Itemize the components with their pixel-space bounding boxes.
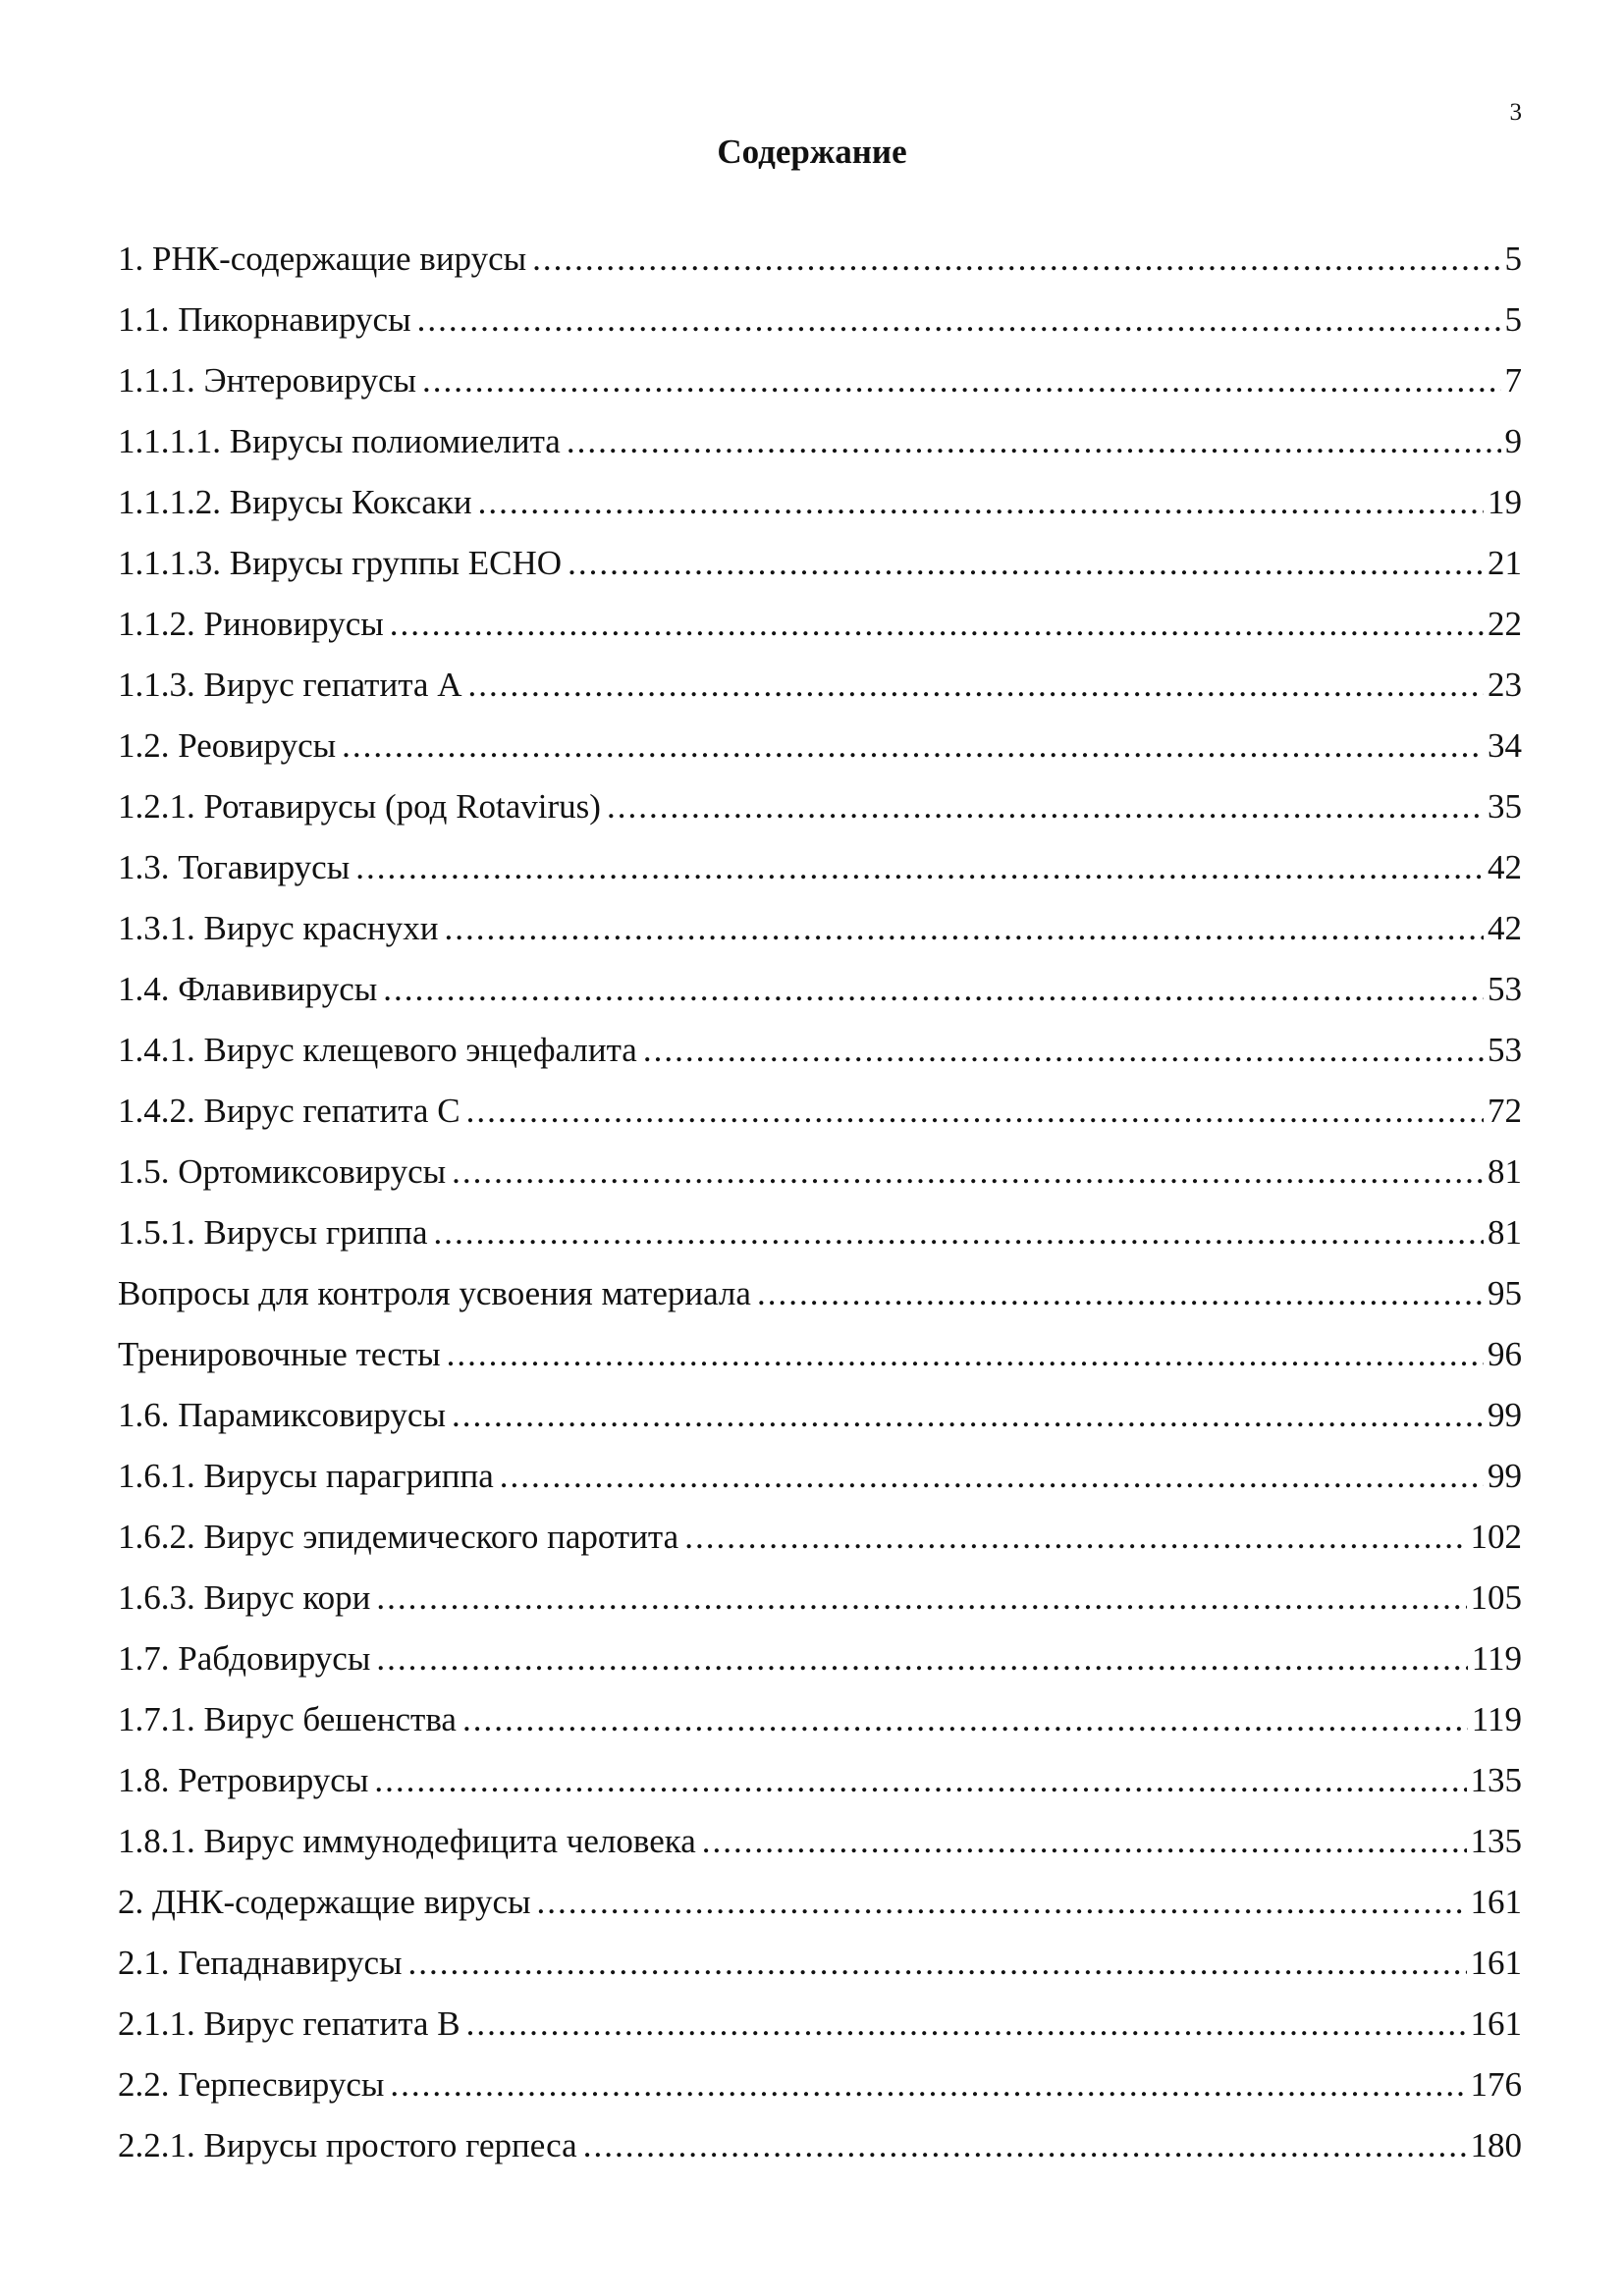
toc-entry[interactable]: [118, 533, 1522, 594]
toc-dot-leader: [568, 533, 1484, 594]
toc-entry[interactable]: [118, 898, 1522, 959]
toc-entry-label: 1.1.2. Риновирусы: [118, 605, 384, 643]
toc-entry[interactable]: [118, 1446, 1522, 1507]
toc-entry-page: 81: [1488, 1152, 1522, 1191]
toc-entry[interactable]: [118, 1811, 1522, 1872]
toc-entry-page: 34: [1488, 726, 1522, 765]
toc-entry-label: 1.3.1. Вирус краснухи: [118, 909, 439, 947]
toc-entry[interactable]: [118, 290, 1522, 350]
toc-entry-page: 176: [1470, 2065, 1522, 2104]
toc-entry[interactable]: [118, 1750, 1522, 1811]
toc-entry-label: 1.6.1. Вирусы парагриппа: [118, 1457, 494, 1495]
toc-entry[interactable]: [118, 1081, 1522, 1142]
toc-entry-label: 1.8.1. Вирус иммунодефицита человека: [118, 1822, 696, 1860]
toc-entry[interactable]: [118, 1994, 1522, 2055]
toc-entry-label: 2.2.1. Вирусы простого герпеса: [118, 2126, 577, 2164]
toc-entry-label: 2.2. Герпесвирусы: [118, 2065, 385, 2104]
toc-entry-label: 1.7.1. Вирус бешенства: [118, 1700, 457, 1738]
toc-entry-page: 96: [1488, 1335, 1522, 1373]
toc-entry-label: 1. РНК-содержащие вирусы: [118, 240, 527, 278]
toc-entry-page: 81: [1488, 1213, 1522, 1252]
toc-entry[interactable]: [118, 716, 1522, 776]
toc-dot-leader: [342, 716, 1484, 776]
toc-dot-leader: [417, 290, 1501, 350]
toc-entry-label: 1.6. Парамиксовирусы: [118, 1396, 446, 1434]
toc-entry-label: 1.6.3. Вирус кори: [118, 1578, 371, 1617]
toc-entry-page: 135: [1470, 1761, 1522, 1799]
toc-entry-label: 1.3. Тогавирусы: [118, 848, 351, 886]
toc-dot-leader: [390, 594, 1484, 655]
toc-entry[interactable]: [118, 959, 1522, 1020]
toc-entry-page: 95: [1488, 1274, 1522, 1312]
toc-dot-leader: [757, 1263, 1484, 1324]
toc-entry-page: 105: [1470, 1578, 1522, 1617]
toc-entry[interactable]: [118, 776, 1522, 837]
toc-dot-leader: [702, 1811, 1467, 1872]
toc-dot-leader: [355, 837, 1484, 898]
toc-entry-label: 2.1.1. Вирус гепатита В: [118, 2004, 460, 2043]
toc-entry-label: 1.2. Реовирусы: [118, 726, 337, 765]
toc-entry[interactable]: [118, 594, 1522, 655]
toc-entry-label: 1.1.3. Вирус гепатита А: [118, 666, 462, 704]
toc-entry-page: 102: [1470, 1518, 1522, 1556]
toc-entry-page: 161: [1470, 2004, 1522, 2043]
toc-entry[interactable]: [118, 1629, 1522, 1689]
toc-entry-page: 161: [1470, 1883, 1522, 1921]
toc-dot-leader: [607, 776, 1484, 837]
toc-entry[interactable]: [118, 1568, 1522, 1629]
toc-entry-page: 5: [1504, 300, 1522, 339]
toc-entry-label: 1.5.1. Вирусы гриппа: [118, 1213, 428, 1252]
toc-entry-page: 135: [1470, 1822, 1522, 1860]
toc-entry-page: 23: [1488, 666, 1522, 704]
toc-entry-label: 1.8. Ретровирусы: [118, 1761, 369, 1799]
toc-dot-leader: [383, 959, 1484, 1020]
toc-dot-leader: [408, 1933, 1467, 1994]
toc-dot-leader: [500, 1446, 1484, 1507]
toc-dot-leader: [452, 1142, 1484, 1202]
toc-entry-label: 1.7. Рабдовирусы: [118, 1639, 371, 1678]
toc-dot-leader: [684, 1507, 1466, 1568]
toc-dot-leader: [374, 1750, 1466, 1811]
toc-dot-leader: [434, 1202, 1485, 1263]
toc-entry[interactable]: [118, 411, 1522, 472]
toc-entry-label: 1.1.1.1. Вирусы полиомиелита: [118, 422, 561, 460]
toc-entry-page: 22: [1488, 605, 1522, 643]
toc-entry[interactable]: [118, 1324, 1522, 1385]
toc-entry-page: 7: [1504, 361, 1522, 400]
toc-entry-page: 119: [1471, 1700, 1522, 1738]
toc-entry-page: 19: [1488, 483, 1522, 521]
toc-entry-page: 42: [1488, 848, 1522, 886]
toc-entry-label: 1.4.2. Вирус гепатита С: [118, 1092, 460, 1130]
toc-dot-leader: [643, 1020, 1484, 1081]
toc-entry[interactable]: [118, 2115, 1522, 2176]
toc-entry[interactable]: [118, 837, 1522, 898]
toc-entry[interactable]: [118, 1507, 1522, 1568]
toc-entry[interactable]: [118, 655, 1522, 716]
page-number: 3: [1509, 99, 1522, 126]
toc-entry-page: 21: [1488, 544, 1522, 582]
toc-dot-leader: [447, 1324, 1484, 1385]
toc-entry[interactable]: [118, 2055, 1522, 2115]
toc-dot-leader: [466, 1994, 1467, 2055]
toc-entry-label: 1.4.1. Вирус клещевого энцефалита: [118, 1031, 637, 1069]
toc-entry[interactable]: [118, 1689, 1522, 1750]
toc-entry[interactable]: [118, 1263, 1522, 1324]
toc-entry-label: 1.1. Пикорнавирусы: [118, 300, 411, 339]
toc-entry-label: Тренировочные тесты: [118, 1335, 441, 1373]
toc-dot-leader: [567, 411, 1501, 472]
toc-entry[interactable]: [118, 1020, 1522, 1081]
toc-entry-label: 1.1.1. Энтеровирусы: [118, 361, 417, 400]
toc-entry-label: 1.6.2. Вирус эпидемического паротита: [118, 1518, 679, 1556]
toc-entry[interactable]: [118, 472, 1522, 533]
toc-dot-leader: [468, 655, 1485, 716]
toc-entry-label: Вопросы для контроля усвоения материала: [118, 1274, 751, 1312]
toc-entry[interactable]: [118, 1142, 1522, 1202]
toc-entry-label: 1.4. Флавивирусы: [118, 970, 378, 1008]
toc-entry-page: 99: [1488, 1396, 1522, 1434]
toc-dot-leader: [583, 2115, 1467, 2176]
toc-dot-leader: [376, 1568, 1466, 1629]
toc-entry-label: 1.1.1.2. Вирусы Коксаки: [118, 483, 472, 521]
toc-entry-page: 9: [1504, 422, 1522, 460]
toc-entry[interactable]: [118, 229, 1522, 290]
toc-entry-page: 180: [1470, 2126, 1522, 2164]
toc-dot-leader: [466, 1081, 1484, 1142]
toc-entry-label: 1.1.1.3. Вирусы группы ЕСНО: [118, 544, 563, 582]
toc-dot-leader: [462, 1689, 1468, 1750]
toc-entry-page: 42: [1488, 909, 1522, 947]
toc-dot-leader: [532, 229, 1500, 290]
toc-entry[interactable]: [118, 350, 1522, 411]
toc-dot-leader: [452, 1385, 1484, 1446]
toc-dot-leader: [444, 898, 1484, 959]
toc-entry[interactable]: [118, 1202, 1522, 1263]
toc-entry-page: 5: [1504, 240, 1522, 278]
toc-entry-label: 1.5. Ортомиксовирусы: [118, 1152, 447, 1191]
page-title: Содержание: [717, 133, 907, 171]
toc-dot-leader: [537, 1872, 1467, 1933]
toc-entry-label: 2.1. Гепаднавирусы: [118, 1944, 403, 1982]
toc-entry[interactable]: [118, 1933, 1522, 1994]
toc-entry-page: 119: [1471, 1639, 1522, 1678]
toc-entry[interactable]: [118, 1872, 1522, 1933]
toc-entry-label: 2. ДНК-содержащие вирусы: [118, 1883, 531, 1921]
toc-entry-page: 99: [1488, 1457, 1522, 1495]
toc-entry-page: 72: [1488, 1092, 1522, 1130]
toc-entry[interactable]: [118, 1385, 1522, 1446]
table-of-contents: [118, 229, 1522, 2176]
toc-entry-page: 53: [1488, 970, 1522, 1008]
toc-dot-leader: [478, 472, 1484, 533]
toc-dot-leader: [376, 1629, 1467, 1689]
toc-entry-label: 1.2.1. Ротавирусы (род Rotavirus): [118, 787, 601, 826]
toc-dot-leader: [422, 350, 1500, 411]
toc-entry-page: 161: [1470, 1944, 1522, 1982]
toc-entry-page: 53: [1488, 1031, 1522, 1069]
toc-dot-leader: [390, 2055, 1466, 2115]
toc-entry-page: 35: [1488, 787, 1522, 826]
